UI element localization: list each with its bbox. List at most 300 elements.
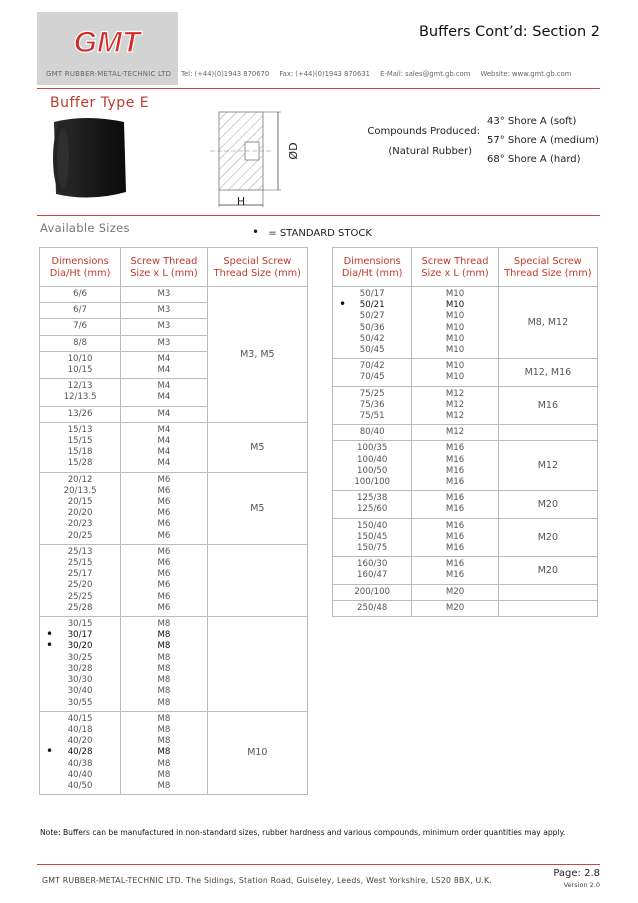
dimension-value bbox=[40, 725, 120, 736]
screw-thread-value: M8 bbox=[157, 697, 171, 708]
special-thread-cell: M12 bbox=[498, 441, 597, 491]
screw-thread-value: M4 bbox=[157, 424, 171, 435]
table-row bbox=[40, 422, 308, 472]
buffer-photo bbox=[46, 114, 132, 202]
dimension-text: 150/40 bbox=[357, 520, 388, 531]
dimension-value bbox=[333, 334, 411, 345]
dimension-value bbox=[40, 580, 120, 591]
screw-thread-value: M12 bbox=[445, 388, 465, 399]
contact-tel: Tel: (+44)(0)1943 870670 bbox=[181, 70, 270, 78]
dimensions-cell bbox=[40, 544, 121, 616]
dimension-value bbox=[40, 425, 120, 436]
dimension-value-standard-stock bbox=[333, 297, 411, 312]
dimension-value bbox=[333, 587, 411, 598]
dimensions-cell bbox=[40, 351, 121, 378]
special-thread-cell: M5 bbox=[207, 422, 307, 472]
special-thread-cell bbox=[207, 544, 307, 616]
screw-thread-cell bbox=[121, 544, 208, 616]
logo-company-name: GMT RUBBER-METAL-TECHNIC LTD bbox=[46, 70, 172, 78]
screw-thread-value: M6 bbox=[157, 508, 171, 519]
dimension-text: 30/15 bbox=[67, 619, 93, 630]
dimension-value bbox=[40, 436, 120, 447]
dimension-value bbox=[40, 475, 120, 486]
screw-thread-value: M16 bbox=[445, 465, 465, 476]
dimension-value bbox=[40, 664, 120, 675]
dimension-text: 125/38 bbox=[357, 493, 388, 504]
sizes-table-left bbox=[39, 247, 308, 795]
screw-thread-value: M10 bbox=[445, 361, 465, 372]
screw-thread-value: M6 bbox=[157, 497, 171, 508]
dimensions-cell bbox=[40, 472, 121, 544]
dimension-value bbox=[333, 400, 411, 411]
column-header-screw-thread: Screw Thread Size x L (mm) bbox=[412, 248, 498, 287]
header-divider bbox=[37, 88, 600, 89]
dimensions-cell bbox=[40, 303, 121, 319]
sizes-table-right-body bbox=[333, 287, 598, 617]
compound-soft: 43° Shore A (soft) bbox=[487, 116, 577, 127]
dimension-value bbox=[40, 558, 120, 569]
dimension-value bbox=[40, 781, 120, 792]
screw-thread-cell bbox=[121, 379, 208, 406]
dimension-text: 100/35 bbox=[357, 443, 388, 454]
table-row bbox=[333, 287, 598, 359]
dimension-value bbox=[40, 675, 120, 686]
legend-text: = STANDARD STOCK bbox=[268, 228, 372, 239]
dimension-value bbox=[40, 686, 120, 697]
dimensions-cell bbox=[40, 287, 121, 303]
table-row bbox=[333, 518, 598, 557]
special-thread-cell bbox=[498, 425, 597, 441]
dimension-text: 160/30 bbox=[357, 559, 388, 570]
compounds-label-line1: Compounds Produced: bbox=[367, 126, 480, 137]
dimension-text: 40/50 bbox=[67, 780, 93, 791]
dimensions-cell bbox=[40, 406, 121, 422]
dimension-value bbox=[333, 532, 411, 543]
dimension-text: 15/18 bbox=[67, 447, 93, 458]
dimension-value bbox=[40, 409, 120, 420]
dimension-text: 100/50 bbox=[357, 465, 388, 476]
dimension-value bbox=[40, 547, 120, 558]
dimension-text: 20/13.5 bbox=[63, 485, 97, 496]
screw-thread-cell bbox=[412, 600, 498, 616]
dimension-text: 15/13 bbox=[67, 424, 93, 435]
dimension-text: 160/47 bbox=[357, 570, 388, 581]
dimension-value bbox=[333, 443, 411, 454]
footer-address: GMT RUBBER-METAL-TECHNIC LTD. The Sidings, Station Road, Guiseley, Leeds, West Yorkshire, LS20 8BX, U.K. bbox=[42, 876, 493, 885]
standard-stock-bullet-icon: • bbox=[46, 638, 54, 653]
screw-thread-value: M4 bbox=[157, 392, 171, 403]
screw-thread-value: M6 bbox=[157, 474, 171, 485]
table-row bbox=[333, 359, 598, 386]
table-row bbox=[40, 617, 308, 712]
screw-thread-cell bbox=[121, 351, 208, 378]
screw-thread-value: M4 bbox=[157, 447, 171, 458]
screw-thread-value: M16 bbox=[445, 443, 465, 454]
column-header-special-thread: Special Screw Thread Size (mm) bbox=[207, 248, 307, 287]
screw-thread-value: M20 bbox=[445, 602, 465, 613]
screw-thread-value: M3 bbox=[157, 305, 171, 316]
table-row bbox=[333, 441, 598, 491]
standard-stock-legend bbox=[252, 225, 372, 239]
screw-thread-value: M16 bbox=[445, 520, 465, 531]
screw-thread-value: M10 bbox=[445, 300, 465, 311]
footer-divider bbox=[37, 864, 600, 865]
dimension-value bbox=[333, 455, 411, 466]
section-title: Buffer Type E bbox=[50, 95, 150, 111]
screw-thread-value: M16 bbox=[445, 559, 465, 570]
standard-stock-bullet-icon: • bbox=[46, 744, 54, 759]
dimension-text: 150/75 bbox=[357, 543, 388, 554]
dimension-text: 100/100 bbox=[354, 477, 391, 488]
screw-thread-cell bbox=[121, 287, 208, 303]
screw-thread-value: M6 bbox=[157, 602, 171, 613]
dimension-value bbox=[40, 569, 120, 580]
screw-thread-cell bbox=[412, 557, 498, 584]
screw-thread-cell bbox=[121, 711, 208, 794]
dimension-value bbox=[333, 345, 411, 356]
dimension-text: 75/51 bbox=[359, 411, 385, 422]
screw-thread-value: M8 bbox=[157, 630, 171, 641]
screw-thread-cell bbox=[412, 287, 498, 359]
special-thread-cell: M12, M16 bbox=[498, 359, 597, 386]
compounds-label-line2: (Natural Rubber) bbox=[388, 146, 472, 157]
compounds-list bbox=[487, 112, 599, 169]
dimension-text: 200/100 bbox=[354, 586, 391, 597]
dimension-text: 30/20 bbox=[67, 641, 93, 652]
dimensions-cell bbox=[40, 335, 121, 351]
dimension-text: 20/12 bbox=[67, 474, 93, 485]
special-thread-cell bbox=[207, 617, 307, 712]
dimension-value bbox=[333, 543, 411, 554]
dimension-value bbox=[40, 770, 120, 781]
sizes-table-right bbox=[332, 247, 598, 617]
svg-text:GMT: GMT bbox=[73, 26, 141, 58]
dimension-text: 50/21 bbox=[359, 300, 385, 311]
screw-thread-value: M4 bbox=[157, 365, 171, 376]
dimension-value bbox=[40, 458, 120, 469]
dimension-value bbox=[333, 466, 411, 477]
dimension-value bbox=[333, 477, 411, 488]
dimension-text: 50/42 bbox=[359, 333, 385, 344]
screw-thread-value: M6 bbox=[157, 569, 171, 580]
special-thread-cell: M20 bbox=[498, 557, 597, 584]
compound-hard: 68° Shore A (hard) bbox=[487, 154, 581, 165]
dimension-text: 150/45 bbox=[357, 531, 388, 542]
dimension-value bbox=[333, 504, 411, 515]
standard-stock-bullet-icon: • bbox=[46, 627, 54, 642]
dimension-text: 30/25 bbox=[67, 652, 93, 663]
dimension-value bbox=[40, 497, 120, 508]
dimension-value bbox=[40, 603, 120, 614]
screw-thread-cell bbox=[412, 584, 498, 600]
screw-thread-value: M8 bbox=[157, 663, 171, 674]
dimensions-cell bbox=[333, 359, 412, 386]
screw-thread-cell bbox=[121, 303, 208, 319]
table-row bbox=[333, 584, 598, 600]
table-row bbox=[333, 425, 598, 441]
table-header-row bbox=[333, 248, 598, 287]
dimension-text: 25/15 bbox=[67, 558, 93, 569]
dimension-text: 20/25 bbox=[67, 530, 93, 541]
dimension-text: 10/10 bbox=[67, 353, 93, 364]
screw-thread-value: M16 bbox=[445, 454, 465, 465]
screw-thread-value: M8 bbox=[157, 619, 171, 630]
dimension-text: 100/40 bbox=[357, 454, 388, 465]
screw-thread-value: M8 bbox=[157, 724, 171, 735]
screw-thread-value: M6 bbox=[157, 558, 171, 569]
dimension-value bbox=[333, 427, 411, 438]
screw-thread-value: M6 bbox=[157, 485, 171, 496]
dimension-text: 15/28 bbox=[67, 458, 93, 469]
special-thread-cell: M10 bbox=[207, 711, 307, 794]
screw-thread-value: M10 bbox=[445, 372, 465, 383]
dimension-text: 70/42 bbox=[359, 361, 385, 372]
buffer-drawing bbox=[205, 104, 305, 210]
dimension-value bbox=[333, 603, 411, 614]
column-header-dimensions: Dimensions Dia/Ht (mm) bbox=[333, 248, 412, 287]
special-thread-cell: M3, M5 bbox=[207, 287, 307, 423]
screw-thread-value: M6 bbox=[157, 591, 171, 602]
dimension-value bbox=[40, 381, 120, 392]
screw-thread-value: M6 bbox=[157, 580, 171, 591]
dimensions-cell bbox=[333, 287, 412, 359]
screw-thread-cell bbox=[121, 406, 208, 422]
dimension-value bbox=[40, 759, 120, 770]
table-header-row bbox=[40, 248, 308, 287]
screw-thread-cell bbox=[121, 319, 208, 335]
dimension-value bbox=[333, 361, 411, 372]
screw-thread-value: M8 bbox=[157, 747, 171, 758]
screw-thread-value: M3 bbox=[157, 289, 171, 299]
dimension-value bbox=[333, 311, 411, 322]
screw-thread-value: M4 bbox=[157, 353, 171, 364]
special-thread-cell: M8, M12 bbox=[498, 287, 597, 359]
dimension-text: 40/38 bbox=[67, 758, 93, 769]
screw-thread-value: M10 bbox=[445, 345, 465, 356]
compounds-label bbox=[360, 122, 480, 162]
dimension-text: 30/55 bbox=[67, 697, 93, 708]
contact-fax: Fax: (+44)(0)1943 870631 bbox=[279, 70, 370, 78]
screw-thread-value: M8 bbox=[157, 675, 171, 686]
screw-thread-value: M4 bbox=[157, 381, 171, 392]
sizes-table-left-body bbox=[40, 287, 308, 795]
dimension-value bbox=[333, 521, 411, 532]
dimensions-cell bbox=[333, 518, 412, 557]
table-row bbox=[40, 711, 308, 794]
dimension-value bbox=[40, 592, 120, 603]
screw-thread-value: M6 bbox=[157, 530, 171, 541]
dimension-value bbox=[40, 392, 120, 403]
dimension-value bbox=[40, 338, 120, 349]
table-row bbox=[40, 472, 308, 544]
dimension-value bbox=[40, 321, 120, 332]
screw-thread-cell bbox=[412, 518, 498, 557]
dimension-text: 12/13.5 bbox=[63, 392, 97, 403]
version-label: Version 2.0 bbox=[563, 881, 600, 889]
dimension-value bbox=[333, 323, 411, 334]
screw-thread-cell bbox=[412, 441, 498, 491]
height-label: H bbox=[236, 195, 246, 208]
screw-thread-value: M16 bbox=[445, 570, 465, 581]
screw-thread-cell bbox=[121, 422, 208, 472]
screw-thread-value: M6 bbox=[157, 546, 171, 557]
column-header-special-thread: Special Screw Thread Size (mm) bbox=[498, 248, 597, 287]
dimensions-cell bbox=[333, 441, 412, 491]
special-thread-cell bbox=[498, 584, 597, 600]
screw-thread-value: M8 bbox=[157, 713, 171, 724]
contact-email[interactable]: E-Mail: sales@gmt.gb.com bbox=[380, 70, 471, 78]
dimension-text: 40/18 bbox=[67, 724, 93, 735]
screw-thread-cell bbox=[121, 472, 208, 544]
column-header-dimensions: Dimensions Dia/Ht (mm) bbox=[40, 248, 121, 287]
dimension-text: 20/23 bbox=[67, 519, 93, 530]
dimensions-cell bbox=[333, 557, 412, 584]
dimension-text: 125/60 bbox=[357, 504, 388, 515]
dimension-text: 30/40 bbox=[67, 686, 93, 697]
screw-thread-value: M8 bbox=[157, 780, 171, 791]
dimensions-cell bbox=[333, 600, 412, 616]
dimension-text: 40/15 bbox=[67, 713, 93, 724]
screw-thread-cell bbox=[121, 617, 208, 712]
screw-thread-value: M16 bbox=[445, 504, 465, 515]
dimension-text: 50/45 bbox=[359, 345, 385, 356]
dimension-text: 30/28 bbox=[67, 663, 93, 674]
dimension-text: 50/36 bbox=[359, 322, 385, 333]
dimension-text: 25/28 bbox=[67, 602, 93, 613]
dimension-value bbox=[40, 305, 120, 316]
dimension-value-standard-stock bbox=[40, 638, 120, 653]
dimension-value bbox=[333, 389, 411, 400]
dimension-text: 40/28 bbox=[67, 747, 93, 758]
screw-thread-value: M8 bbox=[157, 769, 171, 780]
table-row bbox=[333, 600, 598, 616]
screw-thread-value: M10 bbox=[445, 322, 465, 333]
dimensions-cell bbox=[40, 379, 121, 406]
screw-thread-value: M16 bbox=[445, 477, 465, 488]
dimensions-cell bbox=[333, 425, 412, 441]
dimensions-cell bbox=[40, 319, 121, 335]
screw-thread-value: M4 bbox=[157, 458, 171, 469]
screw-thread-value: M16 bbox=[445, 531, 465, 542]
diameter-label: ØD bbox=[287, 142, 300, 160]
screw-thread-value: M12 bbox=[445, 411, 465, 422]
dimension-text: 25/25 bbox=[67, 591, 93, 602]
screw-thread-value: M16 bbox=[445, 493, 465, 504]
screw-thread-value: M8 bbox=[157, 652, 171, 663]
dimensions-cell bbox=[40, 422, 121, 472]
dimension-text: 30/17 bbox=[67, 630, 93, 641]
screw-thread-value: M12 bbox=[445, 427, 465, 438]
special-thread-cell: M20 bbox=[498, 518, 597, 557]
dimension-text: 75/25 bbox=[359, 388, 385, 399]
special-thread-cell bbox=[498, 600, 597, 616]
dimension-text: 250/48 bbox=[357, 602, 388, 613]
dimensions-cell bbox=[333, 584, 412, 600]
screw-thread-cell bbox=[412, 491, 498, 518]
screw-thread-value: M8 bbox=[157, 686, 171, 697]
compound-medium: 57° Shore A (medium) bbox=[487, 135, 599, 146]
table-row bbox=[40, 287, 308, 303]
dimension-text: 30/30 bbox=[67, 675, 93, 686]
table-row bbox=[333, 491, 598, 518]
gmt-logo bbox=[59, 24, 155, 58]
dimension-text: 50/17 bbox=[359, 289, 385, 299]
contact-website[interactable]: Website: www.gmt.gb.com bbox=[480, 70, 572, 78]
screw-thread-value: M20 bbox=[445, 586, 465, 597]
dimension-text: 80/40 bbox=[359, 427, 385, 438]
dimensions-cell bbox=[333, 386, 412, 425]
screw-thread-value: M8 bbox=[157, 736, 171, 747]
dimension-text: 15/15 bbox=[67, 436, 93, 447]
dimension-text: 6/6 bbox=[73, 289, 88, 299]
screw-thread-value: M10 bbox=[445, 311, 465, 322]
dimensions-cell bbox=[40, 617, 121, 712]
footnote: Note: Buffers can be manufactured in non-standard sizes, rubber hardness and various compounds, minimum order quantities may apply. bbox=[40, 828, 566, 837]
dimension-text: 40/40 bbox=[67, 769, 93, 780]
dimension-value bbox=[40, 289, 120, 300]
dimension-value bbox=[333, 493, 411, 504]
dimension-value bbox=[333, 411, 411, 422]
dimension-text: 25/20 bbox=[67, 580, 93, 591]
dimension-text: 20/20 bbox=[67, 508, 93, 519]
dimension-value bbox=[40, 698, 120, 709]
dimension-value bbox=[333, 570, 411, 581]
table-row bbox=[333, 557, 598, 584]
screw-thread-cell bbox=[412, 359, 498, 386]
screw-thread-value: M8 bbox=[157, 641, 171, 652]
screw-thread-cell bbox=[412, 425, 498, 441]
available-sizes-heading: Available Sizes bbox=[40, 221, 130, 235]
contact-bar bbox=[181, 70, 579, 78]
dimension-text: 70/45 bbox=[359, 372, 385, 383]
dimension-value bbox=[40, 508, 120, 519]
dimension-value bbox=[40, 519, 120, 530]
screw-thread-value: M10 bbox=[445, 333, 465, 344]
screw-thread-cell bbox=[412, 386, 498, 425]
dimension-value bbox=[40, 354, 120, 365]
section-divider bbox=[37, 215, 600, 216]
special-thread-cell: M16 bbox=[498, 386, 597, 425]
screw-thread-value: M12 bbox=[445, 399, 465, 410]
dimension-text: 8/8 bbox=[73, 337, 88, 348]
screw-thread-value: M4 bbox=[157, 436, 171, 447]
dimension-value bbox=[40, 714, 120, 725]
dimension-text: 6/7 bbox=[73, 305, 88, 316]
special-thread-cell: M20 bbox=[498, 491, 597, 518]
standard-stock-bullet-icon: • bbox=[339, 297, 347, 312]
dimension-value bbox=[40, 531, 120, 542]
dimension-text: 10/15 bbox=[67, 365, 93, 376]
screw-thread-value: M6 bbox=[157, 519, 171, 530]
screw-thread-value: M3 bbox=[157, 321, 171, 332]
screw-thread-value: M16 bbox=[445, 543, 465, 554]
dimension-text: 13/26 bbox=[67, 408, 93, 419]
dimension-value bbox=[40, 486, 120, 497]
dimension-text: 50/27 bbox=[359, 311, 385, 322]
dimension-text: 20/15 bbox=[67, 497, 93, 508]
screw-thread-value: M4 bbox=[157, 408, 171, 419]
dimension-text: 40/20 bbox=[67, 736, 93, 747]
screw-thread-value: M8 bbox=[157, 758, 171, 769]
table-row bbox=[333, 386, 598, 425]
dimension-value bbox=[333, 372, 411, 383]
bullet-icon: • bbox=[252, 225, 260, 239]
dimension-value bbox=[40, 447, 120, 458]
screw-thread-value: M3 bbox=[157, 337, 171, 348]
dimensions-cell bbox=[333, 491, 412, 518]
special-thread-cell: M5 bbox=[207, 472, 307, 544]
screw-thread-cell bbox=[121, 335, 208, 351]
